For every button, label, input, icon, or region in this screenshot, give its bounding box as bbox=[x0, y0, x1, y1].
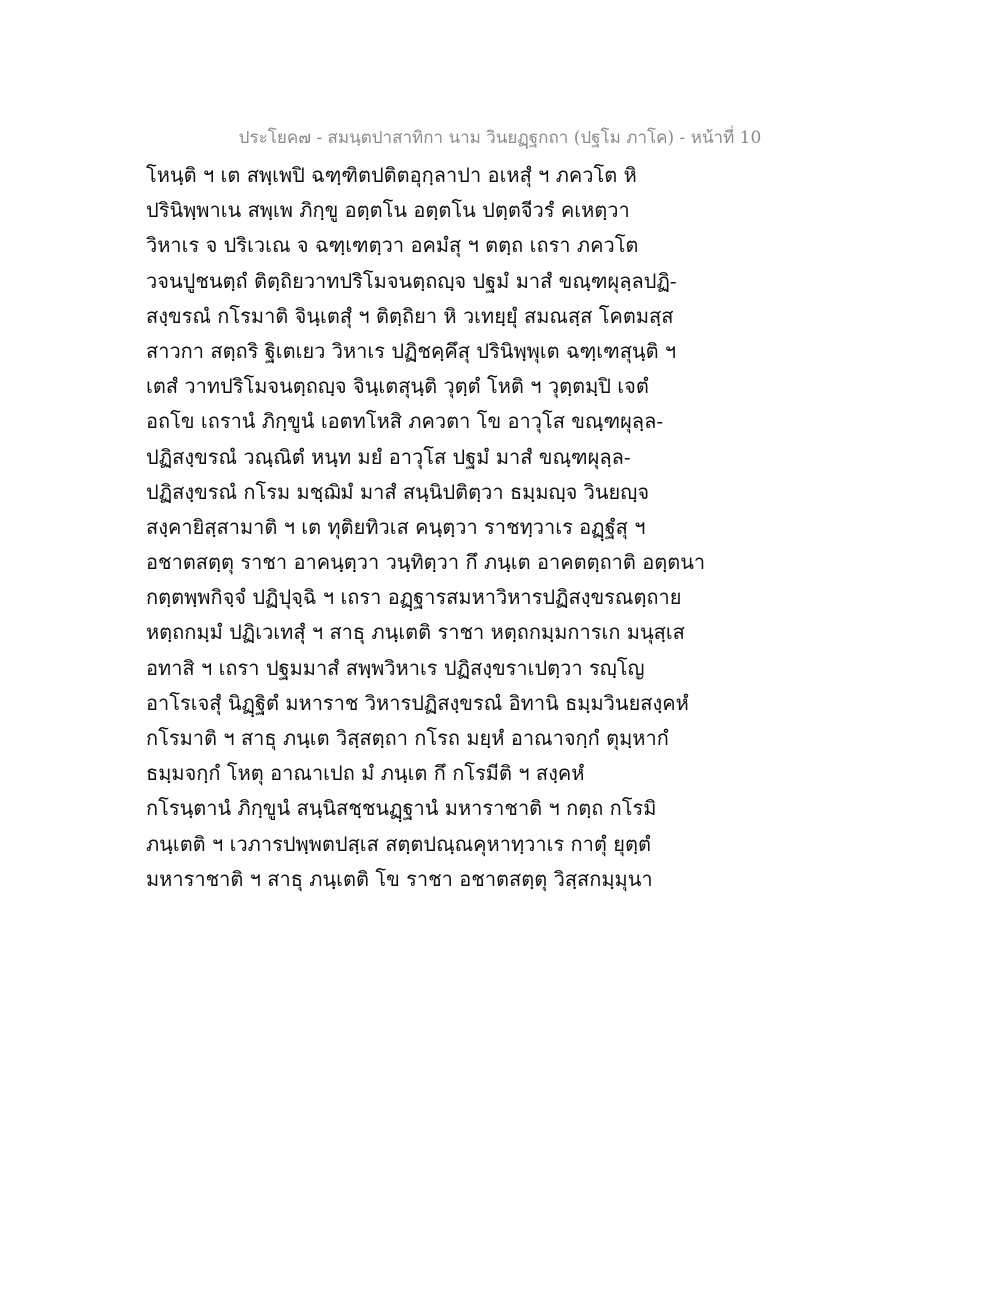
text-line: วจนปูชนตฺถํ ติตฺถิยวาทปริโมจนตฺถญฺจ ปฐมํ มาสํ ขณฺฑผุลฺลปฏิ- bbox=[146, 268, 677, 293]
text-line: ปฏิสงฺขรณํ วณฺณิตํ หนฺท มยํ อาวุโส ปฐมํ มาสํ ขณฺฑผุลฺล- bbox=[146, 444, 631, 469]
text-line: วิหาเร จ ปริเวเณ จ ฉฑฺเฑตฺวา อคมํสุ ฯ ตตฺถ เถรา ภควโต bbox=[146, 233, 639, 258]
body-text bbox=[146, 158, 866, 897]
text-line: อทาสิ ฯ เถรา ปฐมมาสํ สพฺพวิหาเร ปฏิสงฺขราเปตฺวา รญฺโญ bbox=[146, 655, 645, 680]
text-line: อาโรเจสุํ นิฏฺฐิตํ มหาราช วิหารปฏิสงฺขรณํ อิทานิ ธมฺมวินยสงฺคหํ bbox=[146, 690, 689, 715]
page-header: ประโยค๗ - สมนฺตปาสาทิกา นาม วินยฏฺฐกถา (ปฐโม ภาโค) - หน้าที่ 10 bbox=[238, 128, 762, 148]
text-line: สาวกา สตฺถริ ฐิเตเยว วิหาเร ปฏิชคฺคึสุ ปรินิพฺพุเต ฉฑฺเฑสุนฺติ ฯ bbox=[146, 338, 677, 363]
text-line: กโรนฺตานํ ภิกฺขูนํ สนฺนิสชฺชนฏฺฐานํ มหาราชาติ ฯ กตฺถ กโรมิ bbox=[146, 796, 657, 821]
text-line: ปรินิพฺพาเน สพฺเพ ภิกฺขู อตฺตโน อตฺตโน ปตฺตจีวรํ คเหตฺวา bbox=[146, 198, 630, 223]
text-line: สงฺขรณํ กโรมาติ จินฺเตสุํ ฯ ติตฺถิยา หิ วเทยฺยุํ สมณสฺส โคตมสฺส bbox=[146, 303, 674, 328]
text-line: กตฺตพฺพกิจฺจํ ปฏิปุจฺฉิ ฯ เถรา อฏฺฐารสมหาวิหารปฏิสงฺขรณตฺถาย bbox=[146, 585, 682, 610]
text-line: มหาราชาติ ฯ สาธุ ภนฺเตติ โข ราชา อชาตสตฺตุ วิสฺสกมฺมุนา bbox=[146, 866, 653, 891]
text-line: หตฺถกมฺมํ ปฏิเวเทสุํ ฯ สาธุ ภนฺเตติ ราชา หตฺถกมฺมการเก มนุสฺเส bbox=[146, 620, 685, 645]
text-line: สงฺคายิสฺสามาติ ฯ เต ทุติยทิวเส คนฺตฺวา ราชทฺวาเร อฏฺฐํสุ ฯ bbox=[146, 514, 646, 539]
text-line: กโรมาติ ฯ สาธุ ภนฺเต วิสฺสตฺถา กโรถ มยฺหํ อาณาจกฺกํ ตุมฺหากํ bbox=[146, 726, 669, 750]
text-line: อชาตสตฺตุ ราชา อาคนฺตฺวา วนฺทิตฺวา กึ ภนฺเต อาคตตฺถาติ อตฺตนา bbox=[146, 550, 706, 575]
text-line: เตสํ วาทปริโมจนตฺถญฺจ จินฺเตสุนฺติ วุตฺตํ โหติ ฯ วุตฺตมฺปิ เจตํ bbox=[146, 374, 649, 399]
text-line: ภนฺเตติ ฯ เวภารปพฺพตปสฺเส สตฺตปณฺณคุหาทฺวาเร กาตุํ ยุตฺตํ bbox=[146, 831, 651, 856]
text-line: ธมฺมจกฺกํ โหตุ อาณาเปถ มํ ภนฺเต กึ กโรมีติ ฯ สงฺคหํ bbox=[146, 761, 585, 786]
text-line: ปฏิสงฺขรณํ กโรม มชฺฌิมํ มาสํ สนฺนิปติตฺวา ธมฺมญฺจ วินยญฺจ bbox=[146, 479, 650, 504]
text-line: โหนฺติ ฯ เต สพฺเพปิ ฉฑฺฑิตปติตอุกฺลาปา อเหสุํ ฯ ภควโต หิ bbox=[146, 163, 637, 187]
text-line: อถโข เถรานํ ภิกฺขูนํ เอตทโหสิ ภควตา โข อาวุโส ขณฺฑผุลฺล- bbox=[146, 409, 664, 434]
